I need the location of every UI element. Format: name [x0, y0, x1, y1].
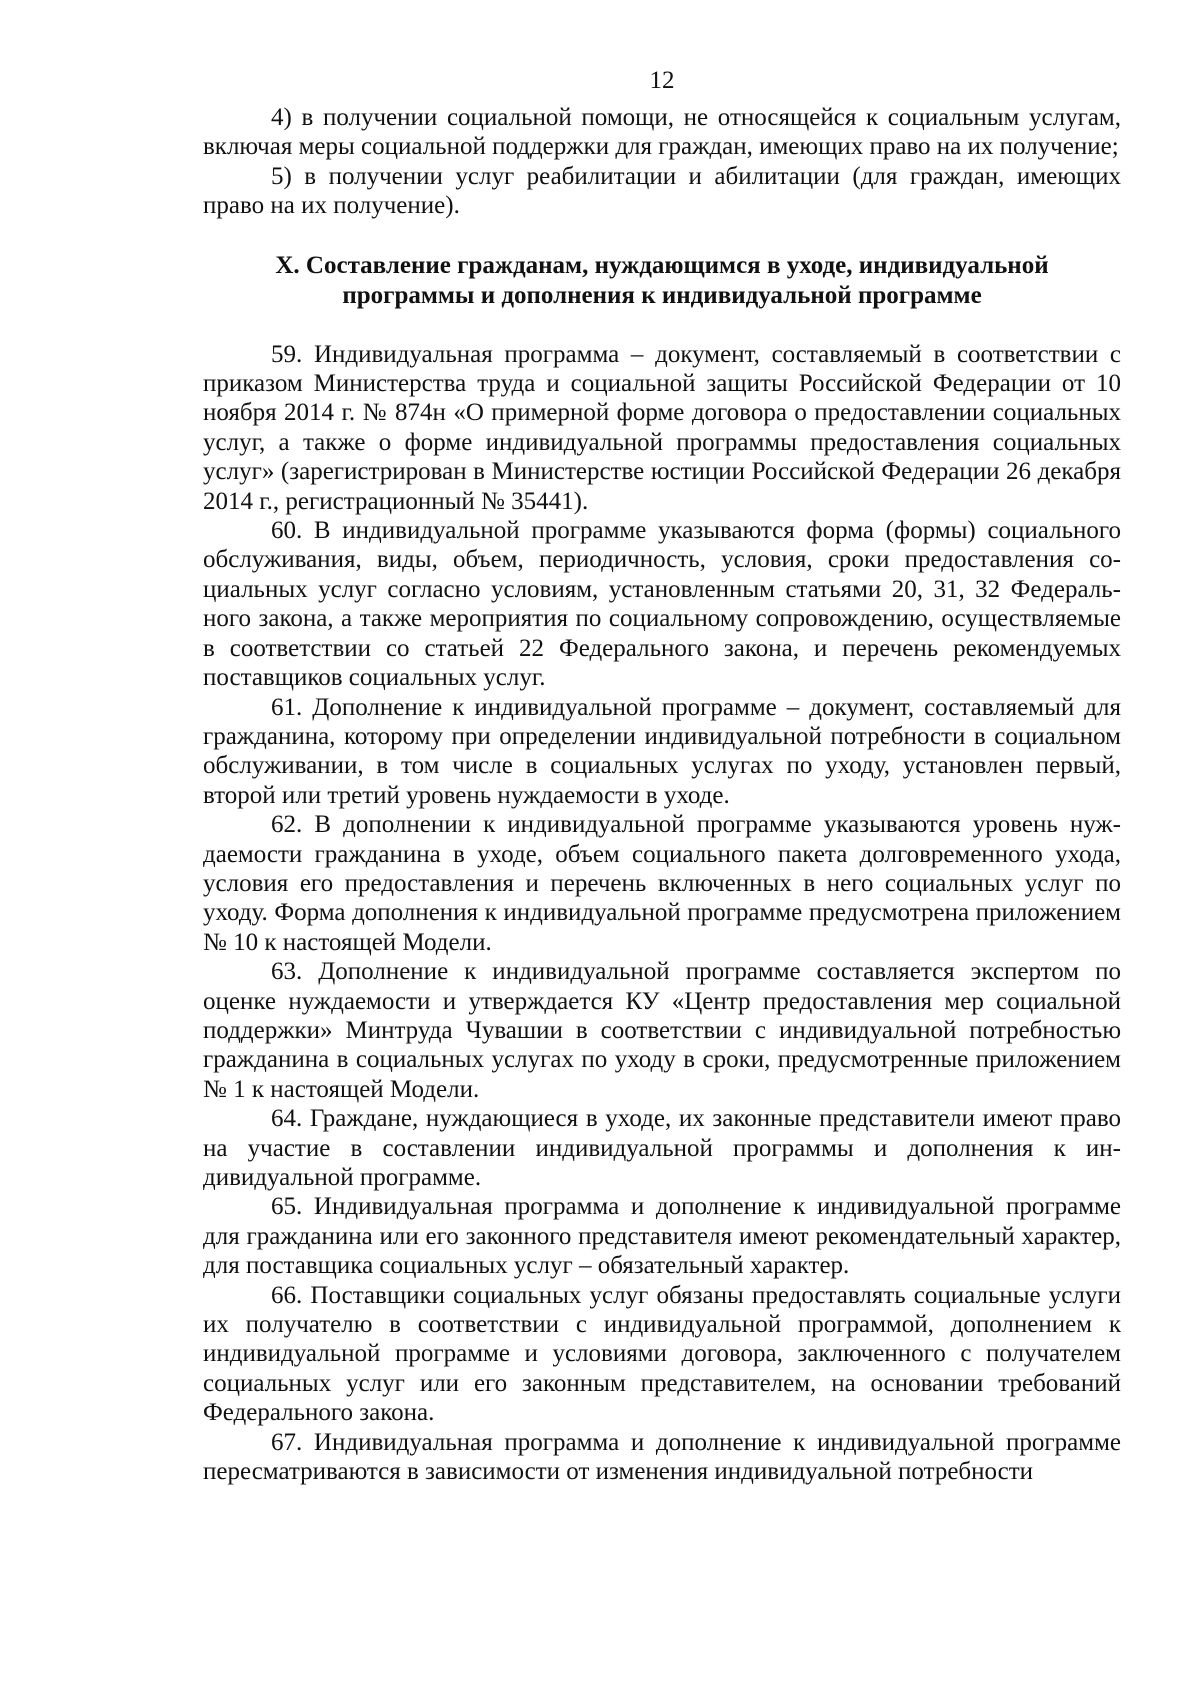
paragraph-61: 61. Дополнение к индивидуальной программе – документ, составляемый для гражданина, которому при определении индивидуальной потребности в социальном обслуживании, в том числе в социальных услугах по уходу, установлен первый, второй или третий уровень нуждаемости в уходе.	[203, 693, 1121, 809]
section-heading	[203, 251, 1121, 311]
paragraph-63: 63. Дополнение к индивидуальной программе составляется экспертом по оценке нуждаемости и утверждается КУ «Центр предоставления мер социальной поддержки» Минтруда Чувашии в соответствии с индивидуальной потребностью гражданина в социальных услугах по уходу в сроки, предусмотренные приложением № 1 к настоящей Модели.	[203, 958, 1121, 1103]
paragraph-62: 62. В дополнении к индивидуальной программе указываются уровень нуждаемости гражданина в уходе, объем социального пакета долговременного ухода, условия его предоставления и перечень включенных в него социальных услуг по уходу. Форма дополнения к индивидуальной программе предусмотрена приложением № 10 к настоящей Модели.	[203, 811, 1121, 956]
paragraph-66: 66. Поставщики социальных услуг обязаны предоставлять социальные услуги их получателю в соответствии с индивидуальной программой, дополнением к индивидуальной программе и условиями договора, заключенного с получателем социальных услуг или его законным представителем, на основании требований Федерального закона.	[203, 1281, 1121, 1427]
section-heading-line-1: X. Составление гражданам, нуждающимся в уходе, индивидуальной	[275, 251, 1049, 279]
document-page	[203, 66, 1121, 1486]
paragraph-67: 67. Индивидуальная программа и дополнение к индивидуальной программе пересматриваются в зависимости от изменения индивидуальной потребности	[203, 1428, 1121, 1486]
paragraph-64: 64. Граждане, нуждающиеся в уходе, их законные представители имеют право на участие в составлении индивидуальной программы и дополнения к индивидуальной программе.	[203, 1105, 1121, 1191]
paragraph-60: 60. В индивидуальной программе указываются форма (формы) социального обслуживания, виды, объем, периодичность, условия, сроки предоставления социальных услуг согласно условиям, установленным статьями 20, 31, 32 Федерального закона, а также мероприятия по социальному сопровождению, осуществляемые в соответствии со статьей 22 Федерального закона, и перечень рекомендуемых поставщиков социальных услуг.	[203, 517, 1121, 692]
paragraph-item-5: 5) в получении услуг реабилитации и абилитации (для граждан, имеющих право на их получение).	[203, 162, 1121, 220]
paragraph-59: 59. Индивидуальная программа – документ, составляемый в соответствии с приказом Министерства труда и социальной защиты Российской Федерации от 10 ноября 2014 г. № 874н «О примерной форме договора о предоставлении социальных услуг, а также о форме индивидуальной программы предоставления социальных услуг» (зарегистрирован в Министерстве юстиции Российской Федерации 26 декабря 2014 г., регистрационный № 35441).	[203, 340, 1121, 515]
page-number: 12	[649, 67, 675, 94]
section-heading-line-2: программы и дополнения к индивидуальной программе	[342, 281, 982, 309]
paragraph-item-4: 4) в получении социальной помощи, не относящейся к социальным услугам, включая меры социальной поддержки для граждан, имеющих право на их получение;	[203, 104, 1121, 161]
paragraph-65: 65. Индивидуальная программа и дополнение к индивидуальной программе для гражданина или его законного представителя имеют рекомендательный характер, для поставщика социальных услуг – обязательный характер.	[203, 1193, 1121, 1280]
